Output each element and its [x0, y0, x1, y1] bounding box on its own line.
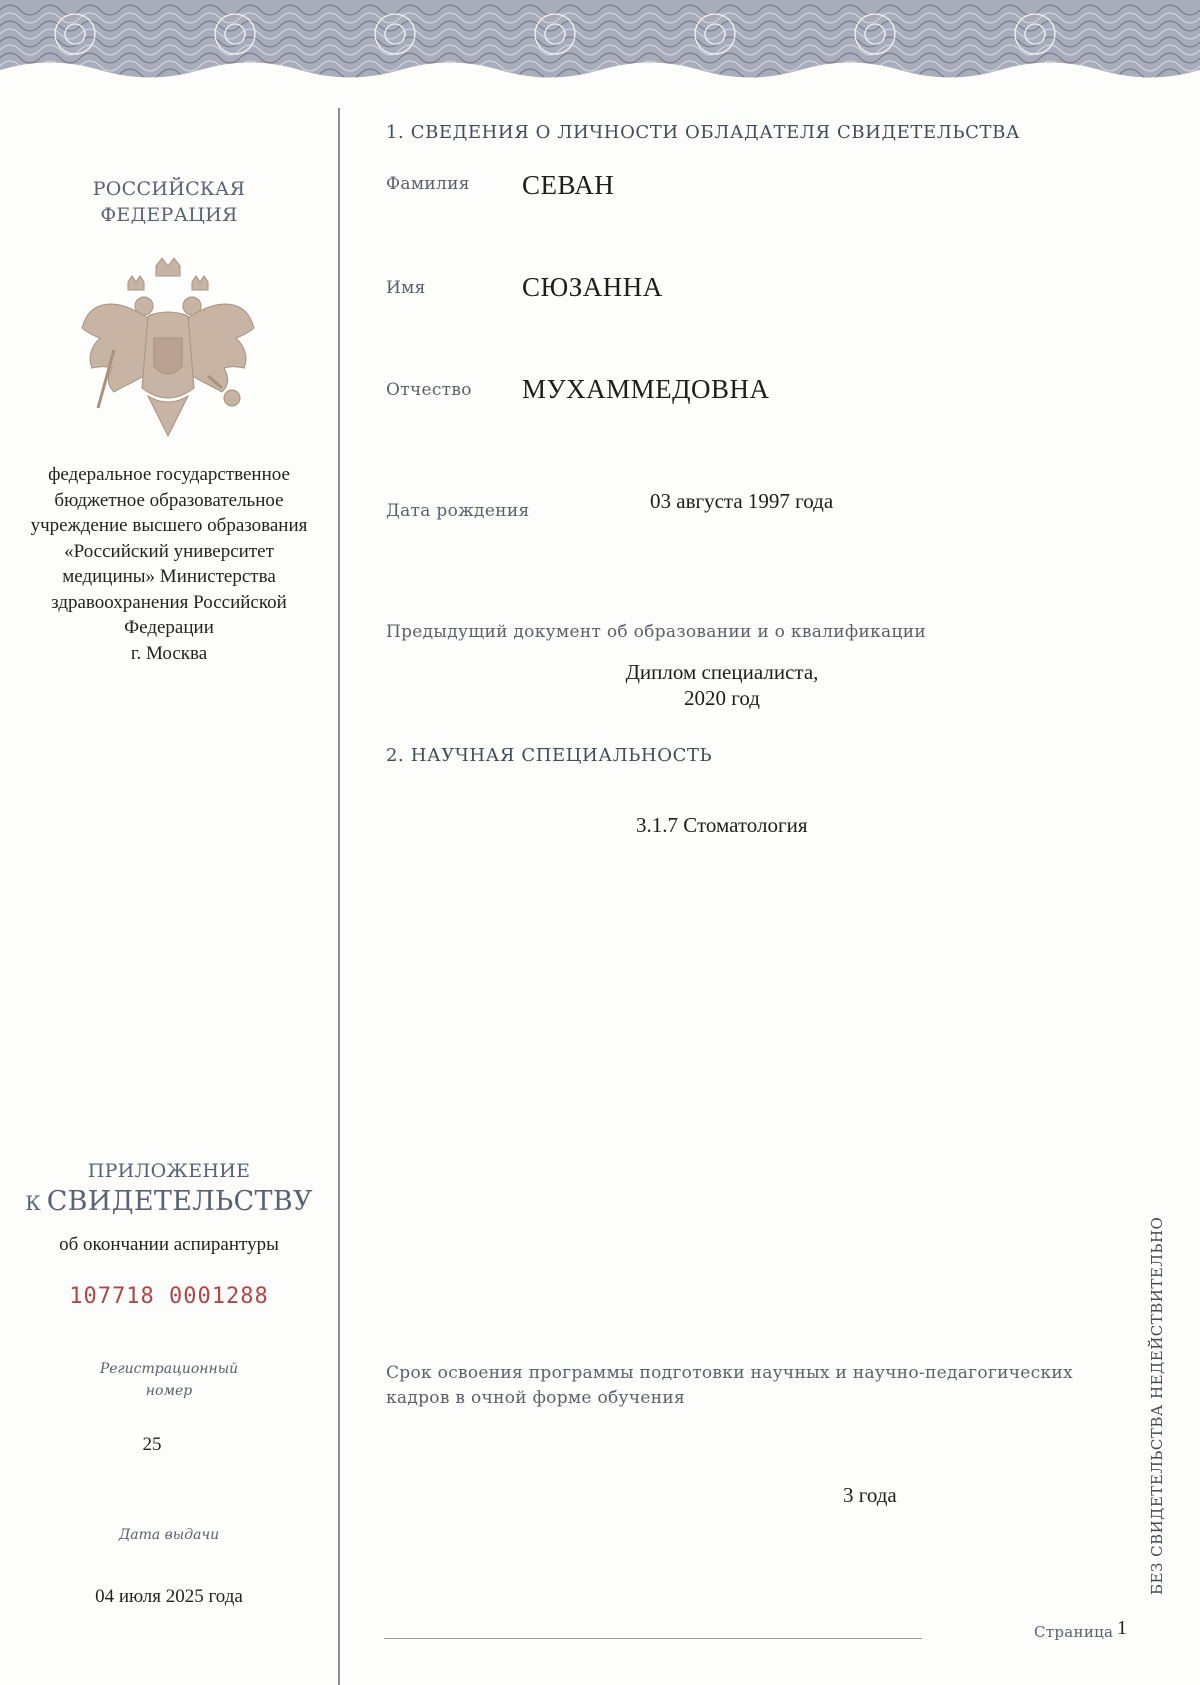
patronymic-label: Отчество — [386, 380, 472, 400]
surname-label: Фамилия — [386, 174, 470, 194]
reg-label-line-2: номер — [145, 1383, 193, 1399]
prev-document-line-2: 2020 год — [684, 686, 760, 710]
coat-of-arms-icon — [78, 258, 258, 444]
prev-document-line-1: Диплом специалиста, — [625, 660, 819, 684]
specialty-value: 3.1.7 Стоматология — [636, 813, 808, 837]
appendix-k: К — [25, 1191, 41, 1215]
org-line: Федерации — [124, 617, 214, 638]
appendix-title: ПРИЛОЖЕНИЕ — [87, 1160, 251, 1182]
reg-label-line-1: Регистрационный — [99, 1361, 239, 1377]
reg-number: 25 — [142, 1434, 162, 1455]
birth-date-label: Дата рождения — [386, 501, 530, 521]
appendix-subtitle — [0, 1186, 338, 1217]
study-term-value: 3 года — [843, 1483, 897, 1507]
study-term-label — [386, 1361, 1073, 1411]
issue-date-label: Дата выдачи — [118, 1527, 220, 1543]
appendix-description: об окончании аспирантуры — [59, 1234, 279, 1255]
section-1-title: 1. СВЕДЕНИЯ О ЛИЧНОСТИ ОБЛАДАТЕЛЯ СВИДЕТЕЛЬСТВА — [386, 122, 1021, 143]
patronymic-value: МУХАММЕДОВНА — [522, 374, 770, 404]
org-line: г. Москва — [130, 642, 208, 664]
birth-date-value: 03 августа 1997 года — [650, 489, 834, 513]
footer-line — [384, 1638, 922, 1639]
page-label: Страница — [1034, 1623, 1114, 1641]
first-name-value: СЮЗАННА — [522, 272, 663, 302]
surname-value: СЕВАН — [522, 170, 615, 200]
vertical-divider — [338, 108, 340, 1685]
study-term-label-line-2: кадров в очной форме обучения — [386, 1388, 686, 1408]
section-2-title: 2. НАУЧНАЯ СПЕЦИАЛЬНОСТЬ — [386, 745, 713, 766]
country-name — [0, 176, 338, 228]
security-banner — [0, 0, 1200, 88]
serial-number: 107718 0001288 — [69, 1284, 269, 1309]
organization-name — [0, 462, 338, 666]
study-term-label-line-1: Срок освоения программы подготовки научных и научно-педагогических — [386, 1363, 1073, 1383]
country-line-2: ФЕДЕРАЦИЯ — [100, 204, 238, 226]
guilloche-pattern-icon — [0, 0, 1200, 88]
appendix-certificate: СВИДЕТЕЛЬСТВУ — [46, 1186, 313, 1217]
org-line: федеральное государственное — [48, 464, 290, 485]
org-line: здравоохранения Российской — [51, 591, 287, 613]
first-name-label: Имя — [386, 278, 426, 298]
prev-document-value — [560, 659, 884, 711]
org-line: медицины» Министерства — [62, 566, 276, 587]
validity-notice: БЕЗ СВИДЕТЕЛЬСТВА НЕДЕЙСТВИТЕЛЬНО — [1148, 1216, 1166, 1595]
country-line-1: РОССИЙСКАЯ — [92, 178, 246, 200]
prev-document-label: Предыдущий документ об образовании и о квалификации — [386, 622, 926, 642]
org-line: учреждение высшего образования — [30, 515, 308, 536]
org-line: «Российский университет — [64, 540, 274, 562]
page-number: 1 — [1117, 1617, 1127, 1639]
reg-number-label — [0, 1358, 338, 1402]
issue-date: 04 июля 2025 года — [95, 1586, 243, 1607]
org-line: бюджетное образовательное — [54, 489, 284, 511]
